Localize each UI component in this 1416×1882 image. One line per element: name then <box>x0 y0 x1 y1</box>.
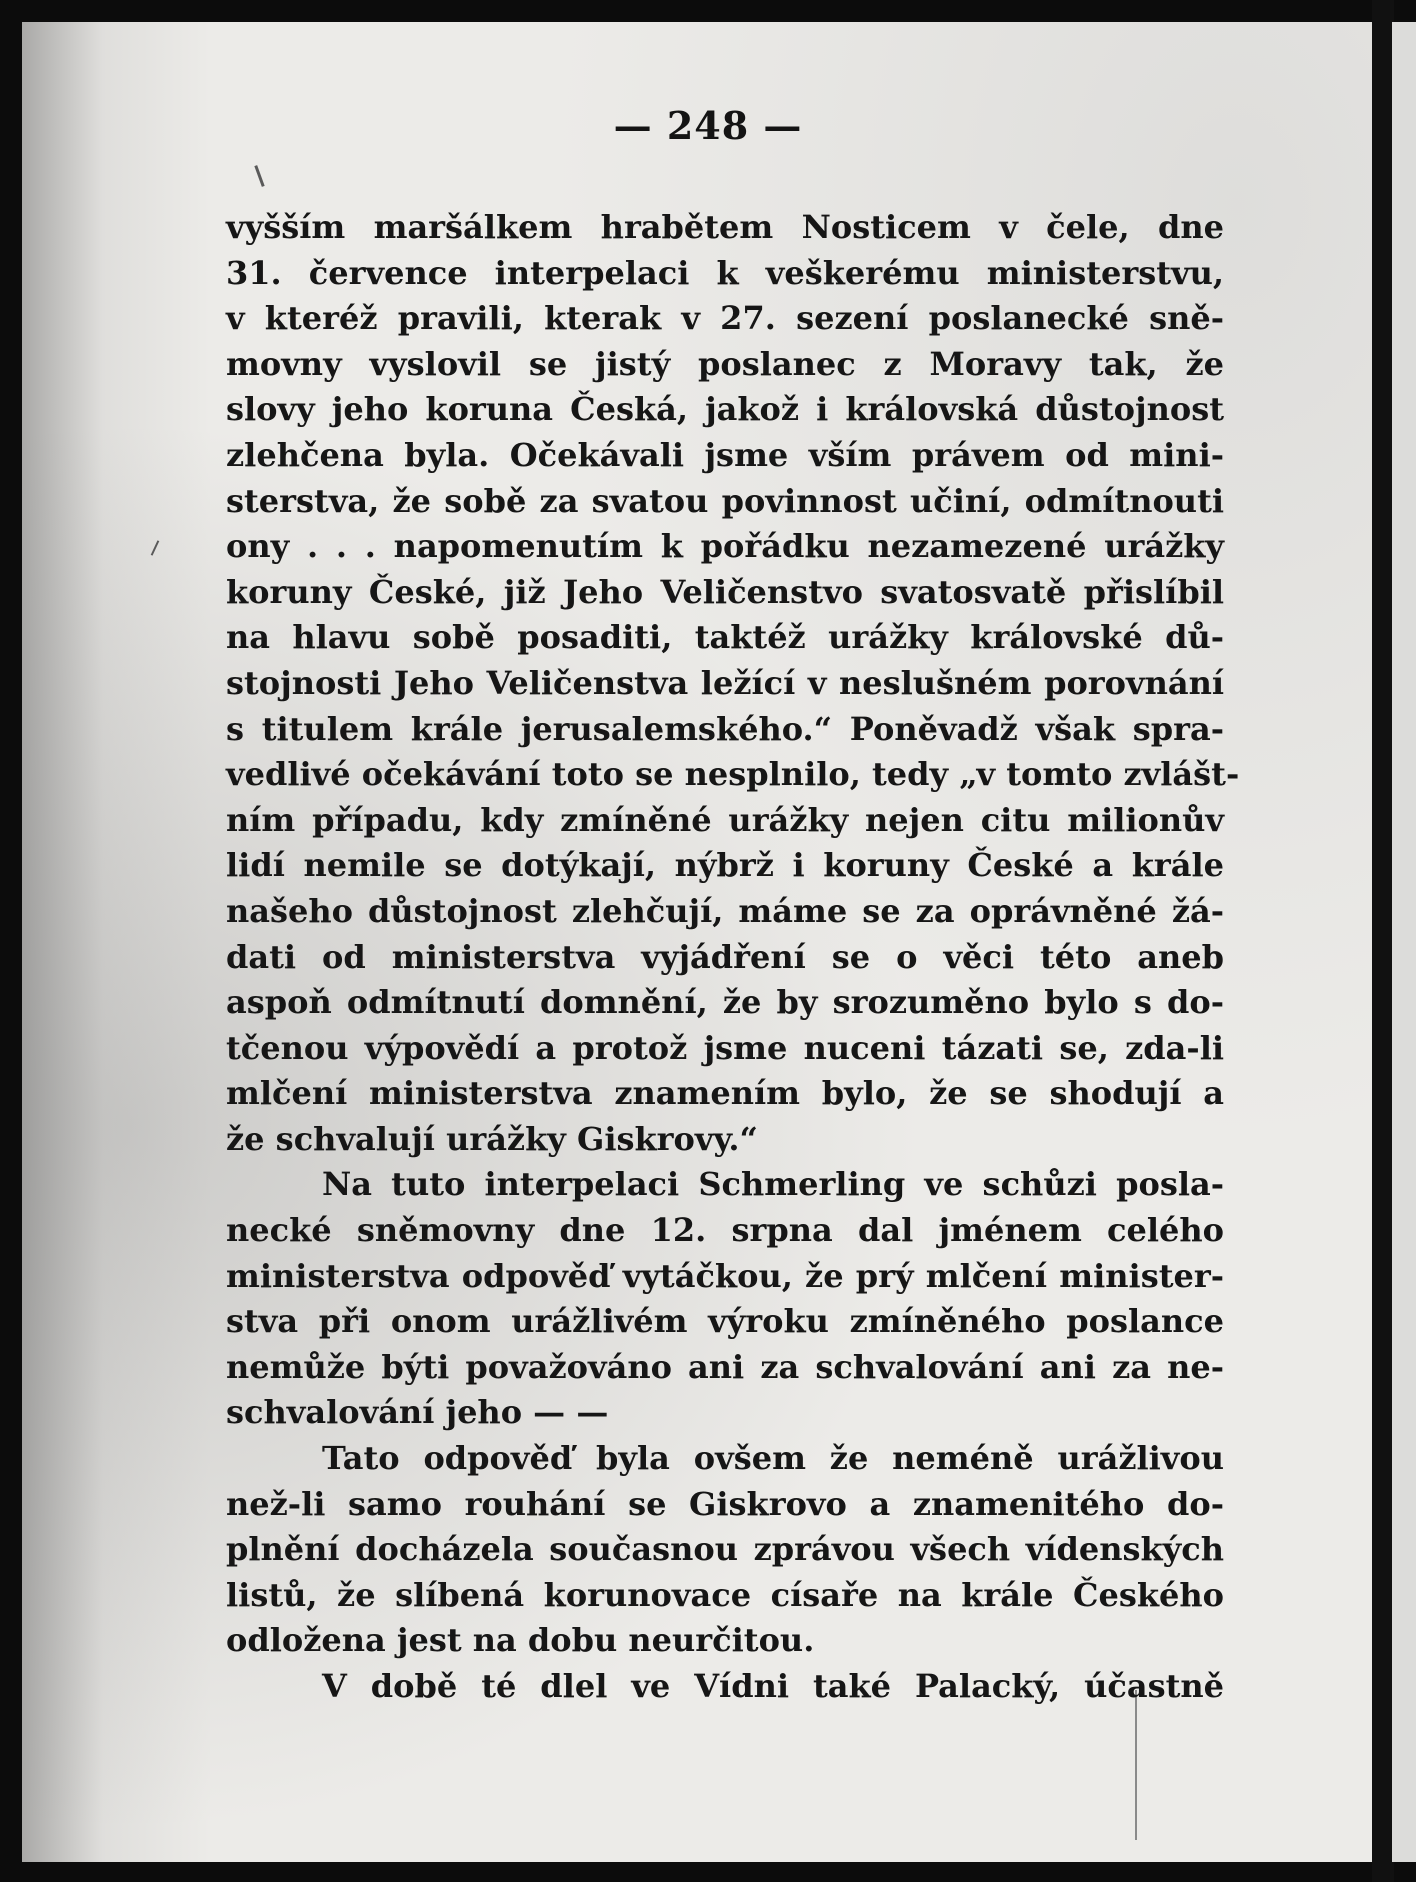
text-line: aspoň odmítnutí domnění, že by srozuměno bylo s do- <box>226 983 1224 1022</box>
text-line: V době té dlel ve Vídni také Palacký, účastně <box>322 1667 1224 1705</box>
text-line: dati od ministerstva vyjádření se o věci této aneb <box>226 937 1224 976</box>
text-line: schvalování jeho — — <box>226 1393 609 1432</box>
text-line: než-li samo rouhání se Giskrovo a znamenitého do- <box>226 1484 1224 1523</box>
text-line: necké sněmovny dne 12. srpna dal jménem celého <box>226 1211 1224 1250</box>
text-line: že schvalují urážky Giskrovy.“ <box>226 1119 758 1158</box>
text-line: nemůže býti považováno ani za schvalování ani za ne- <box>226 1347 1224 1386</box>
text-line: lidí nemile se dotýkají, nýbrž i koruny České a krále <box>226 846 1224 885</box>
text-line: koruny České, již Jeho Veličenstvo svatosvatě přislíbil <box>226 572 1224 611</box>
text-line: plnění docházela současnou zprávou všech vídenských <box>226 1530 1224 1569</box>
text-line: sterstva, že sobě za svatou povinnost učiní, odmítnouti <box>226 481 1224 520</box>
text-line: vedlivé očekávání toto se nesplnilo, tedy „v tomto zvlášt- <box>226 755 1240 794</box>
body-text <box>226 205 1240 1710</box>
page-number: — 248 — <box>613 103 803 148</box>
page-gutter <box>1372 0 1394 1882</box>
text-line: vyšším maršálkem hrabětem Nosticem v čele, dne <box>226 208 1224 246</box>
text-line: s titulem krále jerusalemského.“ Poněvadž však spra- <box>226 709 1224 748</box>
text-line: ministerstva odpověď vytáčkou, že prý mlčení minister- <box>226 1256 1224 1295</box>
text-line: mlčení ministerstva znamením bylo, že se shodují a <box>226 1074 1224 1113</box>
text-line: našeho důstojnost zlehčují, máme se za oprávněné žá- <box>226 891 1224 930</box>
text-line: 31. července interpelaci k veškerému ministerstvu, <box>226 253 1224 292</box>
text-line: Na tuto interpelaci Schmerling ve schůzi posla- <box>322 1165 1224 1204</box>
adjacent-page-edge <box>1392 22 1416 1862</box>
scan-speck <box>1135 1690 1137 1840</box>
text-line: stva při onom urážlivém výroku zmíněného poslance <box>226 1302 1224 1341</box>
text-line: na hlavu sobě posaditi, taktéž urážky královské dů- <box>226 618 1224 657</box>
text-line: odložena jest na dobu neurčitou. <box>226 1621 815 1660</box>
text-line: tčenou výpovědí a protož jsme nuceni tázati se, zda-li <box>226 1028 1224 1067</box>
text-line: stojnosti Jeho Veličenstva ležící v neslušném porovnání <box>226 663 1224 702</box>
text-line: ním případu, kdy zmíněné urážky nejen citu milionův <box>226 800 1224 839</box>
text-line: listů, že slíbená korunovace císaře na krále Českého <box>226 1575 1224 1614</box>
text-line: zlehčena byla. Očekávali jsme vším právem od mini- <box>226 435 1224 474</box>
text-line: slovy jeho koruna Česká, jakož i královská důstojnost <box>226 390 1224 429</box>
text-line: Tato odpověď byla ovšem že neméně urážlivou <box>322 1439 1224 1478</box>
text-line: v kteréž pravili, kterak v 27. sezení poslanecké sně- <box>226 299 1224 338</box>
text-line: movny vyslovil se jistý poslanec z Moravy tak, že <box>226 344 1224 383</box>
text-line: ony . . . napomenutím k pořádku nezamezené urážky <box>226 527 1224 566</box>
